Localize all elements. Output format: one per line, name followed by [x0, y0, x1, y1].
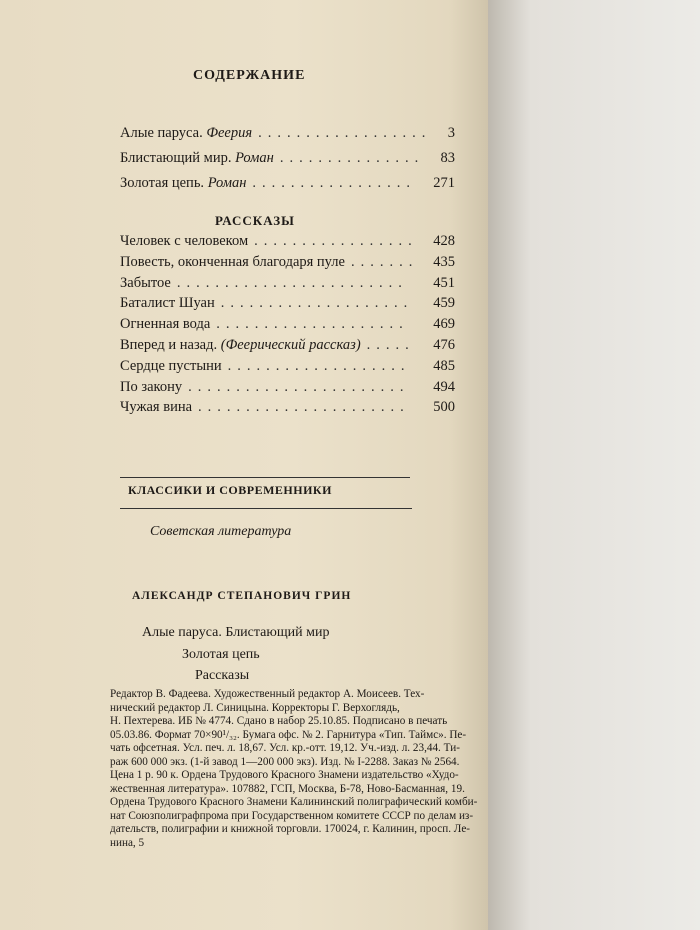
colophon-line: раж 600 000 экз. (1-й завод 1—200 000 экз). Изд. № I-2288. Заказ № 2564. — [110, 755, 460, 768]
series-title: КЛАССИКИ И СОВРЕМЕННИКИ — [128, 483, 332, 497]
dot-leader: ....................... — [188, 378, 410, 395]
colophon-line: дательств, полиграфии и книжной торговли. 170024, г. Калинин, просп. Ле- — [110, 823, 471, 835]
book-title-line: Рассказы — [195, 668, 250, 683]
colophon-line: 05.03.86. Формат 70×90¹/₃₂. Бумага офс. № 2. Гарнитура «Тип. Таймс». Пе- — [110, 728, 467, 741]
entry-genre: Роман — [235, 150, 274, 166]
author-name: АЛЕКСАНДР СТЕПАНОВИЧ ГРИН — [132, 590, 352, 602]
dot-leader: ..... — [366, 337, 415, 353]
colophon-line: чать офсетная. Усл. печ. л. 18,67. Усл. кр.-отт. 19,12. Уч.-изд. л. 23,44. Ти- — [110, 742, 460, 754]
entry-title: Блистающий мир. Роман — [120, 150, 274, 166]
page-number: 83 — [440, 150, 455, 166]
colophon-line: нина, 5 — [110, 836, 145, 849]
dot-leader: ...................... — [198, 399, 410, 416]
entry-title: Чужая вина — [120, 399, 193, 416]
entry-title: По закону — [120, 378, 183, 395]
page-number: 469 — [433, 316, 455, 333]
colophon-line: Цена 1 р. 90 к. Ордена Трудового Красного Знамени издательство «Худо- — [110, 769, 459, 781]
dot-leader: .................. — [258, 125, 432, 141]
dot-leader: ................... — [227, 357, 411, 374]
entry-title: Огненная вода — [120, 316, 211, 333]
dot-leader: ............... — [279, 150, 425, 166]
page-number: 271 — [433, 175, 455, 191]
page-number: 494 — [433, 378, 455, 395]
colophon-line: Редактор В. Фадеева. Художественный редактор А. Моисеев. Тех- — [110, 688, 425, 700]
toc-entry — [120, 233, 455, 253]
entry-title: Человек с человеком — [120, 233, 249, 249]
toc-entry — [120, 399, 455, 419]
colophon — [110, 688, 477, 850]
entry-title: Повесть, оконченная благодаря пуле — [120, 253, 345, 270]
entry-title: Забытое — [120, 274, 171, 291]
toc-entry — [120, 175, 455, 195]
entry-title: Алые паруса. Феерия — [120, 125, 253, 141]
entry-title: Баталист Шуан — [120, 295, 215, 312]
entry-genre: (Феерический рассказ) — [220, 337, 361, 353]
stories-heading: РАССКАЗЫ — [215, 213, 295, 228]
book-title-line: Алые паруса. Блистающий мир — [142, 625, 330, 640]
toc-entry — [120, 150, 455, 170]
divider — [120, 477, 410, 478]
page-number: 3 — [447, 125, 455, 141]
dot-leader: ................. — [252, 175, 417, 191]
entry-title: Золотая цепь. Роман — [120, 175, 247, 191]
entry-title: Вперед и назад. (Феерический рассказ) — [120, 337, 361, 353]
entry-genre: Роман — [207, 175, 247, 191]
page-number: 451 — [433, 274, 455, 291]
dot-leader: .................... — [216, 316, 409, 333]
entry-title: Сердце пустыни — [120, 357, 222, 374]
book-title-line: Золотая цепь — [182, 647, 260, 662]
dot-leader: ................. — [254, 233, 418, 249]
facing-page — [488, 0, 700, 930]
page-number: 500 — [433, 399, 455, 416]
subseries-title: Советская литература — [150, 524, 292, 539]
divider — [120, 508, 412, 509]
toc-entry — [120, 379, 455, 399]
page-number: 435 — [433, 253, 455, 270]
page-number: 459 — [433, 295, 455, 312]
toc-entry — [120, 316, 455, 336]
contents-title: СОДЕРЖАНИЕ — [193, 68, 306, 83]
toc-entry — [120, 125, 455, 145]
toc-entry — [120, 275, 455, 295]
toc-entry — [120, 295, 455, 315]
colophon-line: Н. Пехтерева. ИБ № 4774. Сдано в набор 25.10.85. Подписано в печать — [110, 715, 448, 727]
colophon-line: жественная литература». 107882, ГСП, Москва, Б-78, Ново-Басманная, 19. — [110, 782, 465, 795]
dot-leader: .................... — [220, 295, 414, 312]
dot-leader: ....... — [350, 253, 419, 270]
page-number: 485 — [433, 357, 455, 374]
toc-entry — [120, 358, 455, 378]
colophon-line: нический редактор Л. Синицына. Корректоры Г. Верхоглядь, — [110, 701, 400, 714]
entry-genre: Феерия — [206, 125, 253, 141]
colophon-line: Ордена Трудового Красного Знамени Калининский полиграфический комби- — [110, 796, 478, 808]
toc-entry — [120, 254, 455, 274]
dot-leader: ........................ — [176, 274, 408, 291]
toc-entry — [120, 337, 455, 357]
page-number: 476 — [433, 337, 455, 353]
colophon-line: нат Союзполиграфпрома при Государственном комитете СССР по делам из- — [110, 809, 474, 822]
page-number: 428 — [433, 233, 455, 249]
